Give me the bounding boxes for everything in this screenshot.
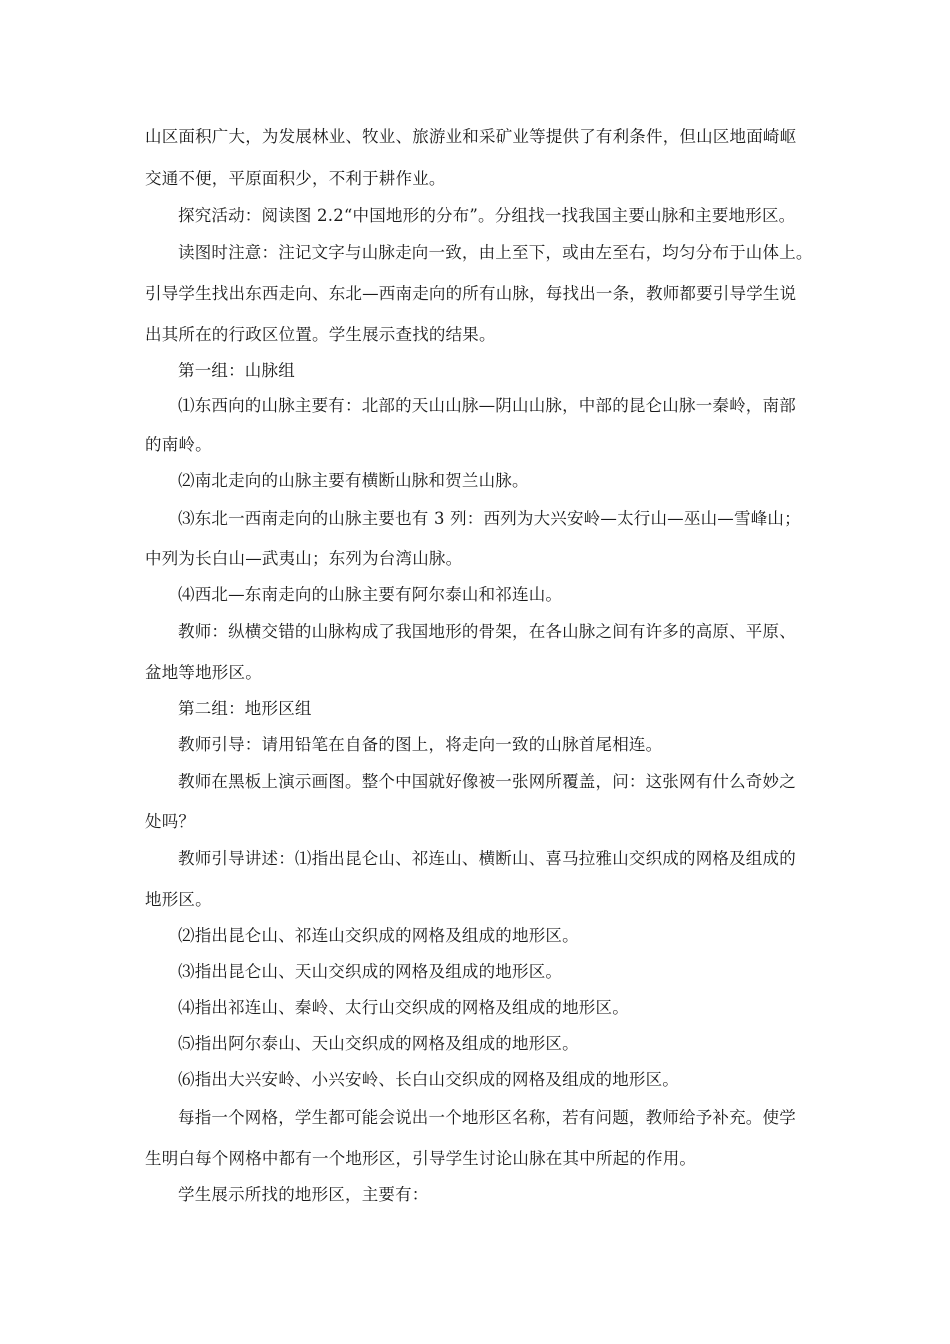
text-line: 出其所在的行政区位置。学生展示查找的结果。	[145, 325, 496, 344]
text-line: ⑹指出大兴安岭、小兴安岭、长白山交织成的网格及组成的地形区。	[178, 1070, 679, 1089]
text-line: 交通不便，平原面积少，不利于耕作业。	[145, 169, 446, 188]
text-line: 中列为长白山—武夷山；东列为台湾山脉。	[145, 549, 463, 568]
text-line: 的南岭。	[145, 435, 212, 454]
text-line: 每指一个网格，学生都可能会说出一个地形区名称，若有问题，教师给予补充。使学	[178, 1108, 796, 1127]
section-heading: 第一组：山脉组	[178, 361, 295, 380]
text-line: ⑴东西向的山脉主要有：北部的天山山脉—阴山山脉，中部的昆仑山脉一秦岭，南部	[178, 396, 796, 415]
text-line: 教师引导讲述：⑴指出昆仑山、祁连山、横断山、喜马拉雅山交织成的网格及组成的	[178, 849, 796, 868]
text-line: 生明白每个网格中都有一个地形区，引导学生讨论山脉在其中所起的作用。	[145, 1149, 697, 1168]
text-line: 引导学生找出东西走向、东北—西南走向的所有山脉，每找出一条，教师都要引导学生说	[145, 284, 797, 303]
text-line: 探究活动：阅读图 2.2“中国地形的分布”。分组找一找我国主要山脉和主要地形区。	[178, 206, 796, 225]
text-line: 学生展示所找的地形区，主要有：	[178, 1185, 429, 1204]
text-line: 教师在黑板上演示画图。整个中国就好像被一张网所覆盖，问：这张网有什么奇妙之	[178, 772, 796, 791]
text-line: ⑵南北走向的山脉主要有横断山脉和贺兰山脉。	[178, 471, 529, 490]
text-line: 地形区。	[145, 890, 212, 909]
text-line: ⑸指出阿尔泰山、天山交织成的网格及组成的地形区。	[178, 1034, 579, 1053]
text-line: ⑷指出祁连山、秦岭、太行山交织成的网格及组成的地形区。	[178, 998, 629, 1017]
section-heading: 第二组：地形区组	[178, 699, 312, 718]
text-line: 山区面积广大，为发展林业、牧业、旅游业和采矿业等提供了有利条件，但山区地面崎岖	[145, 127, 797, 146]
text-line: 读图时注意：注记文字与山脉走向一致，由上至下，或由左至右，均匀分布于山体上。	[178, 243, 813, 262]
text-line: 处吗？	[145, 812, 196, 831]
text-line: 教师引导：请用铅笔在自备的图上，将走向一致的山脉首尾相连。	[178, 735, 663, 754]
text-line: 盆地等地形区。	[145, 663, 262, 682]
text-line: ⑶东北一西南走向的山脉主要也有 3 列：西列为大兴安岭—太行山—巫山—雪峰山；	[178, 509, 801, 528]
text-line: ⑵指出昆仑山、祁连山交织成的网格及组成的地形区。	[178, 926, 579, 945]
text-line: 教师：纵横交错的山脉构成了我国地形的骨架，在各山脉之间有许多的高原、平原、	[178, 622, 796, 641]
text-line: ⑶指出昆仑山、天山交织成的网格及组成的地形区。	[178, 962, 563, 981]
text-line: ⑷西北—东南走向的山脉主要有阿尔泰山和祁连山。	[178, 585, 563, 604]
